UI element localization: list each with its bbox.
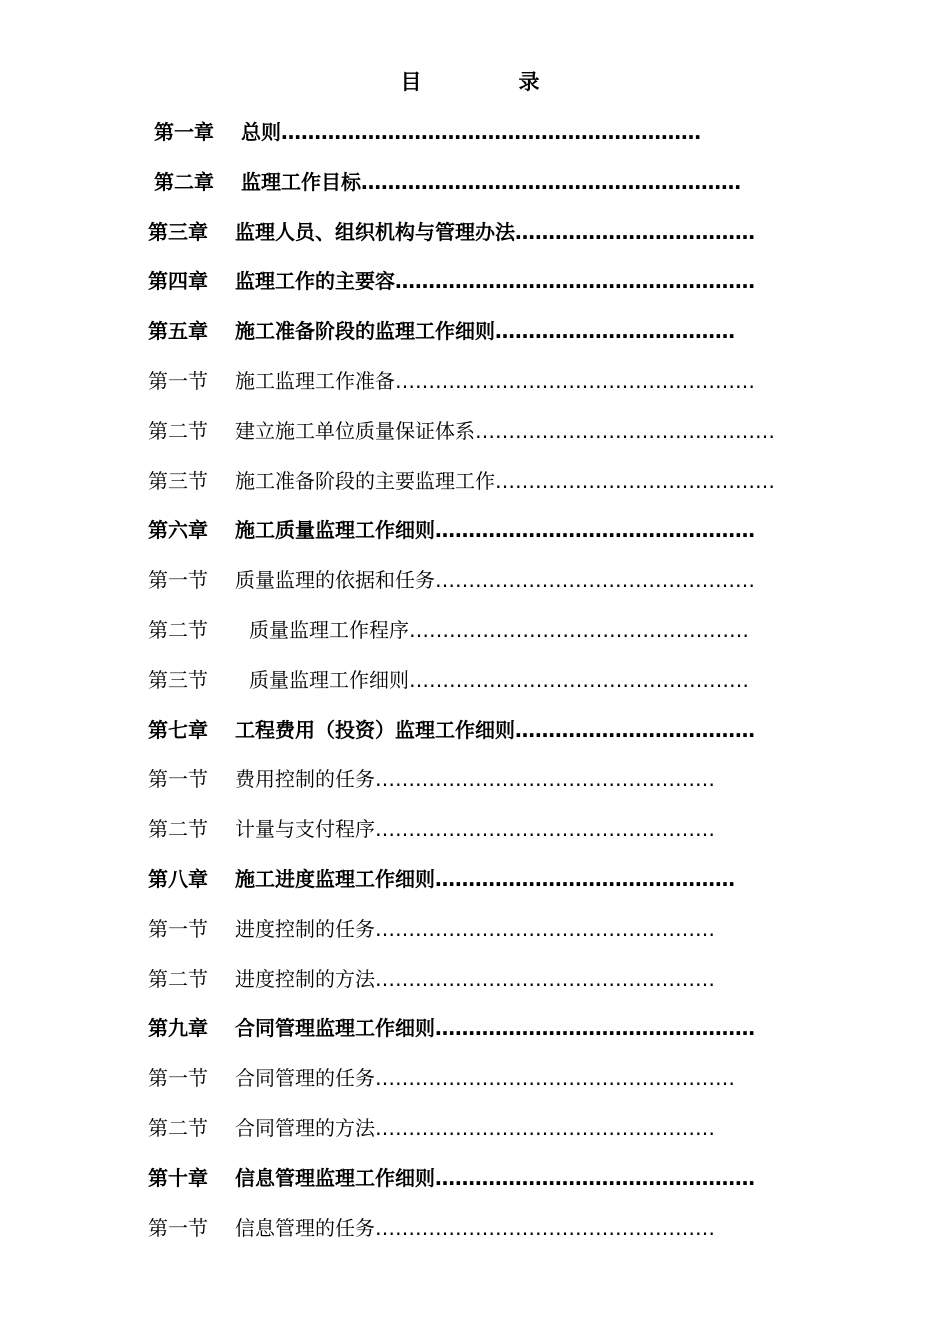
toc-section-entry[interactable] [148, 1208, 790, 1248]
toc-entry-title: 总则 [241, 120, 281, 144]
toc-entry-number: 第五章 [148, 319, 208, 344]
toc-entry-title: 施工进度监理工作细则 [235, 867, 435, 891]
toc-section-entry[interactable] [148, 610, 790, 650]
toc-section-entry[interactable] [148, 809, 790, 849]
toc-chapter-entry[interactable] [148, 1008, 790, 1048]
toc-chapter-entry[interactable] [154, 162, 790, 202]
toc-chapter-entry[interactable] [148, 212, 790, 252]
toc-entry-number: 第二节 [148, 817, 208, 842]
toc-section-entry[interactable] [148, 909, 790, 949]
toc-entry-leader: …………………………………………… [375, 817, 715, 842]
toc-entry-leader: ……………………………………………………… [281, 120, 701, 144]
toc-section-entry[interactable] [148, 461, 790, 501]
toc-entry-number: 第二节 [148, 618, 208, 642]
toc-entry-title: 施工准备阶段的主要监理工作 [235, 468, 495, 493]
toc-entry-leader: …………………………………………… [375, 1116, 715, 1140]
toc-entry-leader: ………………………………………… [435, 1165, 755, 1190]
toc-entry-number: 第一节 [148, 1215, 208, 1240]
toc-entry-title: 费用控制的任务 [235, 767, 375, 792]
toc-entry-title: 质量监理工作程序 [249, 618, 409, 642]
toc-entry-leader: …………………………………………… [375, 1215, 715, 1240]
toc-entry-leader: ………………………………………… [435, 518, 755, 543]
toc-chapter-entry[interactable] [148, 510, 790, 550]
toc-chapter-entry[interactable] [154, 112, 790, 152]
toc-entry-title: 合同管理的方法 [235, 1116, 375, 1140]
toc-entry-leader: …………………………………………… [375, 966, 715, 991]
toc-entry-number: 第三节 [148, 667, 208, 692]
toc-entry-leader: …………………………………………… [375, 767, 715, 792]
toc-entry-number: 第二章 [154, 169, 214, 194]
toc-entry-number: 第二节 [148, 1116, 208, 1140]
toc-entry-leader: ……………………………… [495, 319, 735, 344]
toc-entry-number: 第七章 [148, 717, 208, 742]
toc-entry-number: 第六章 [148, 518, 208, 543]
toc-section-entry[interactable] [148, 560, 790, 600]
toc-entry-number: 第八章 [148, 867, 208, 891]
toc-chapter-entry[interactable] [148, 311, 790, 351]
toc-chapter-entry[interactable] [148, 859, 790, 899]
toc-entry-title: 质量监理的依据和任务 [235, 568, 435, 593]
toc-entry-leader: …………………………………………… [409, 618, 749, 642]
toc-chapter-entry[interactable] [148, 1158, 790, 1198]
toc-entry-title: 合同管理监理工作细则 [235, 1016, 435, 1041]
toc-entry-leader: ……………………………………… [475, 418, 775, 443]
toc-entry-number: 第一节 [148, 916, 208, 941]
toc-entry-number: 第四章 [148, 269, 208, 294]
toc-entry-number: 第三节 [148, 468, 208, 493]
toc-entry-number: 第一章 [154, 120, 214, 144]
toc-section-entry[interactable] [148, 1058, 790, 1098]
toc-section-entry[interactable] [148, 759, 790, 799]
toc-entry-number: 第十章 [148, 1165, 208, 1190]
toc-entry-leader: ………………………………………………… [361, 169, 741, 194]
toc-entry-leader: ……………………………… [515, 219, 755, 244]
toc-entry-title: 进度控制的方法 [235, 966, 375, 991]
toc-section-entry[interactable] [148, 361, 790, 401]
toc-entry-leader: ……………………………………………… [395, 369, 755, 393]
toc-entry-title: 信息管理监理工作细则 [235, 1165, 435, 1190]
toc-section-entry[interactable] [148, 959, 790, 999]
toc-entry-title: 信息管理的任务 [235, 1215, 375, 1240]
toc-entry-title: 监理工作目标 [241, 169, 361, 194]
toc-entry-number: 第二节 [148, 418, 208, 443]
toc-entry-title: 合同管理的任务 [235, 1066, 375, 1091]
toc-entry-number: 第三章 [148, 219, 208, 244]
toc-entry-leader: …………………………………………… [375, 916, 715, 941]
toc-section-entry[interactable] [148, 1108, 790, 1148]
toc-entry-title: 进度控制的任务 [235, 916, 375, 941]
toc-entry-title: 工程费用（投资）监理工作细则 [235, 717, 515, 742]
toc-section-entry[interactable] [148, 660, 790, 700]
toc-chapter-entry[interactable] [148, 261, 790, 301]
toc-entry-leader: ……………………………………………… [395, 269, 755, 294]
toc-entry-title: 施工监理工作准备 [235, 369, 395, 393]
toc-entry-title: 施工质量监理工作细则 [235, 518, 435, 543]
toc-section-entry[interactable] [148, 411, 790, 451]
toc-entry-number: 第一节 [148, 568, 208, 593]
toc-entry-number: 第一节 [148, 1066, 208, 1091]
toc-entry-leader: ……………………………… [515, 717, 755, 742]
toc-entry-title: 质量监理工作细则 [249, 667, 409, 692]
toc-entry-title: 施工准备阶段的监理工作细则 [235, 319, 495, 344]
toc-entry-number: 第一节 [148, 369, 208, 393]
toc-entry-title: 监理人员、组织机构与管理办法 [235, 219, 515, 244]
toc-entry-title: 监理工作的主要容 [235, 269, 395, 294]
toc-entry-leader: …………………………………… [495, 468, 775, 493]
toc-entry-number: 第九章 [148, 1016, 208, 1041]
toc-entry-title: 计量与支付程序 [235, 817, 375, 842]
toc-entry-leader: ………………………………………… [435, 568, 755, 593]
toc-title: 目 录 [400, 70, 578, 94]
toc-chapter-entry[interactable] [148, 710, 790, 750]
toc-entry-title: 建立施工单位质量保证体系 [235, 418, 475, 443]
toc-entry-number: 第二节 [148, 966, 208, 991]
toc-entry-leader: ……………………………………… [435, 867, 735, 891]
toc-entry-leader: ………………………………………… [435, 1016, 755, 1041]
toc-entry-number: 第一节 [148, 767, 208, 792]
toc-entry-leader: ……………………………………………… [375, 1066, 735, 1091]
toc-entry-leader: …………………………………………… [409, 667, 749, 692]
